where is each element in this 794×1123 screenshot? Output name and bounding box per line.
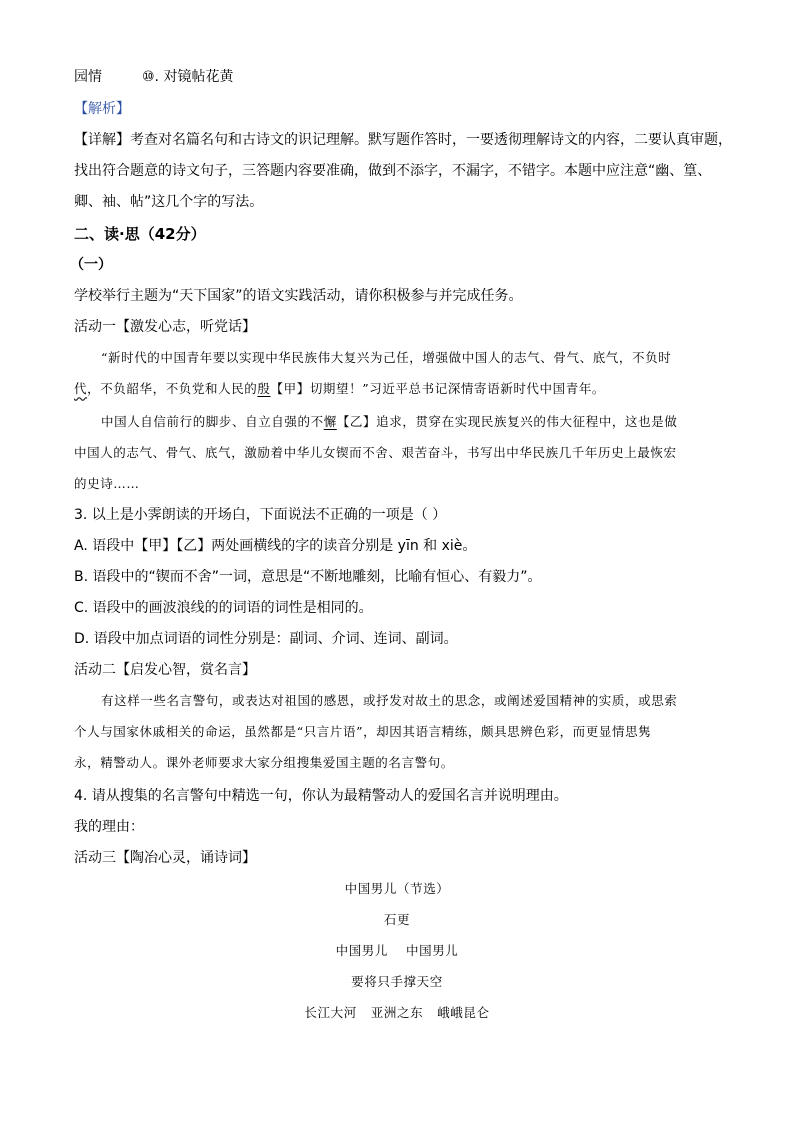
option-a: A. 语段中【甲】【乙】两处画横线的字的读音分别是 yīn 和 xiè。: [74, 538, 477, 554]
reason-label: 我的理由：: [74, 819, 144, 835]
activity1-heading: 活动一【激发心志，听党话】: [74, 319, 256, 335]
poem-line-3c: 峨峨昆仑: [437, 1005, 490, 1020]
para1-text: ，不负韶华，不负党和人民的: [87, 381, 258, 396]
para2-line-3: 的史诗……: [74, 476, 140, 491]
poem-line-3: [0, 1003, 794, 1023]
detail-line-3: 卿、袖、帖”这几个字的写法。: [74, 194, 264, 210]
para1-line-2: [74, 379, 605, 399]
answer-tail-left: 园情: [74, 69, 102, 85]
para2-line-2: 中国人的志气、骨气、底气，激励着中华儿女锲而不舍、艰苦奋斗，书写出中华民族几千年历史上最恢宏: [74, 445, 677, 460]
para2-line-1: [101, 412, 677, 432]
poem-line-1a: 中国男儿: [335, 943, 388, 958]
answer-tail-line: [74, 67, 233, 87]
para1-text-end: 【甲】切期望！”习近平总书记深情寄语新时代中国青年。: [270, 381, 606, 396]
underlined-char-yin: 殷: [257, 381, 271, 396]
underlined-char-xie: 懈: [323, 414, 337, 429]
section2-title: 二、读·思（42分）: [74, 225, 206, 243]
poem-line-1b: 中国男儿: [406, 943, 459, 958]
jiexi-label: 【解析】: [74, 101, 130, 117]
poem-line-3a: 长江大河: [304, 1005, 357, 1020]
para1-line-1: “新时代的中国青年要以实现中华民族伟大复兴为己任，增强做中国人的志气、骨气、底气，不负时: [101, 350, 672, 365]
option-b: B. 语段中的“锲而不舍”一词，意思是“不断地雕刻，比喻有恒心、有毅力”。: [74, 569, 542, 585]
answer-tail-num: ⑩. 对镜帖花黄: [142, 69, 234, 85]
detail-line-2: 找出符合题意的诗文句子，三答题内容要准确，做到不添字，不漏字，不错字。本题中应注意“幽、篁、: [74, 163, 712, 179]
wavy-word-dai: 代: [74, 381, 88, 396]
para2-text: 中国人自信前行的脚步、自立自强的不: [101, 414, 324, 429]
activity2-heading: 活动二【启发心智，赏名言】: [74, 662, 256, 678]
option-c: C. 语段中的画波浪线的的词语的词性是相同的。: [74, 600, 373, 616]
part1-title: （一）: [70, 257, 112, 273]
question-4: 4. 请从搜集的名言警句中精选一句，你认为最精警动人的爱国名言并说明理由。: [74, 788, 568, 804]
detail-line-1: 【详解】考查对名篇名句和古诗文的识记理解。默写题作答时，一要透彻理解诗文的内容，二要认真审题，: [74, 132, 732, 148]
para3-line-1: 有这样一些名言警句，或表达对祖国的感恩，或抒发对故土的思念，或阐述爱国精神的实质，或思索: [101, 693, 678, 708]
poem-author: 石更: [383, 912, 411, 927]
poem-line-3b: 亚洲之东: [370, 1005, 424, 1020]
activity3-heading: 活动三【陶冶心灵，诵诗词】: [74, 850, 256, 866]
intro-text: 学校举行主题为“天下国家”的语文实践活动，请你积极参与并完成任务。: [74, 288, 523, 304]
question-3: 3. 以上是小霁朗读的开场白，下面说法不正确的一项是（ ）: [74, 507, 447, 523]
option-d: D. 语段中加点词语的词性分别是：副词、介词、连词、副词。: [74, 631, 458, 647]
poem-line-2: 要将只手撑天空: [351, 974, 443, 989]
para3-line-3: 永，精警动人。课外老师要求大家分组搜集爱国主题的名言警句。: [74, 755, 454, 770]
poem-title: 中国男儿（节选）: [344, 881, 450, 896]
para3-line-2: 个人与国家休戚相关的命运，虽然都是“只言片语”，却因其语言精练，颇具思辨色彩，而更显情思隽: [74, 724, 652, 739]
poem-line-1: [0, 941, 794, 961]
para2-text-end: 【乙】追求，贯穿在实现民族复兴的伟大征程中，这也是做: [336, 414, 678, 429]
